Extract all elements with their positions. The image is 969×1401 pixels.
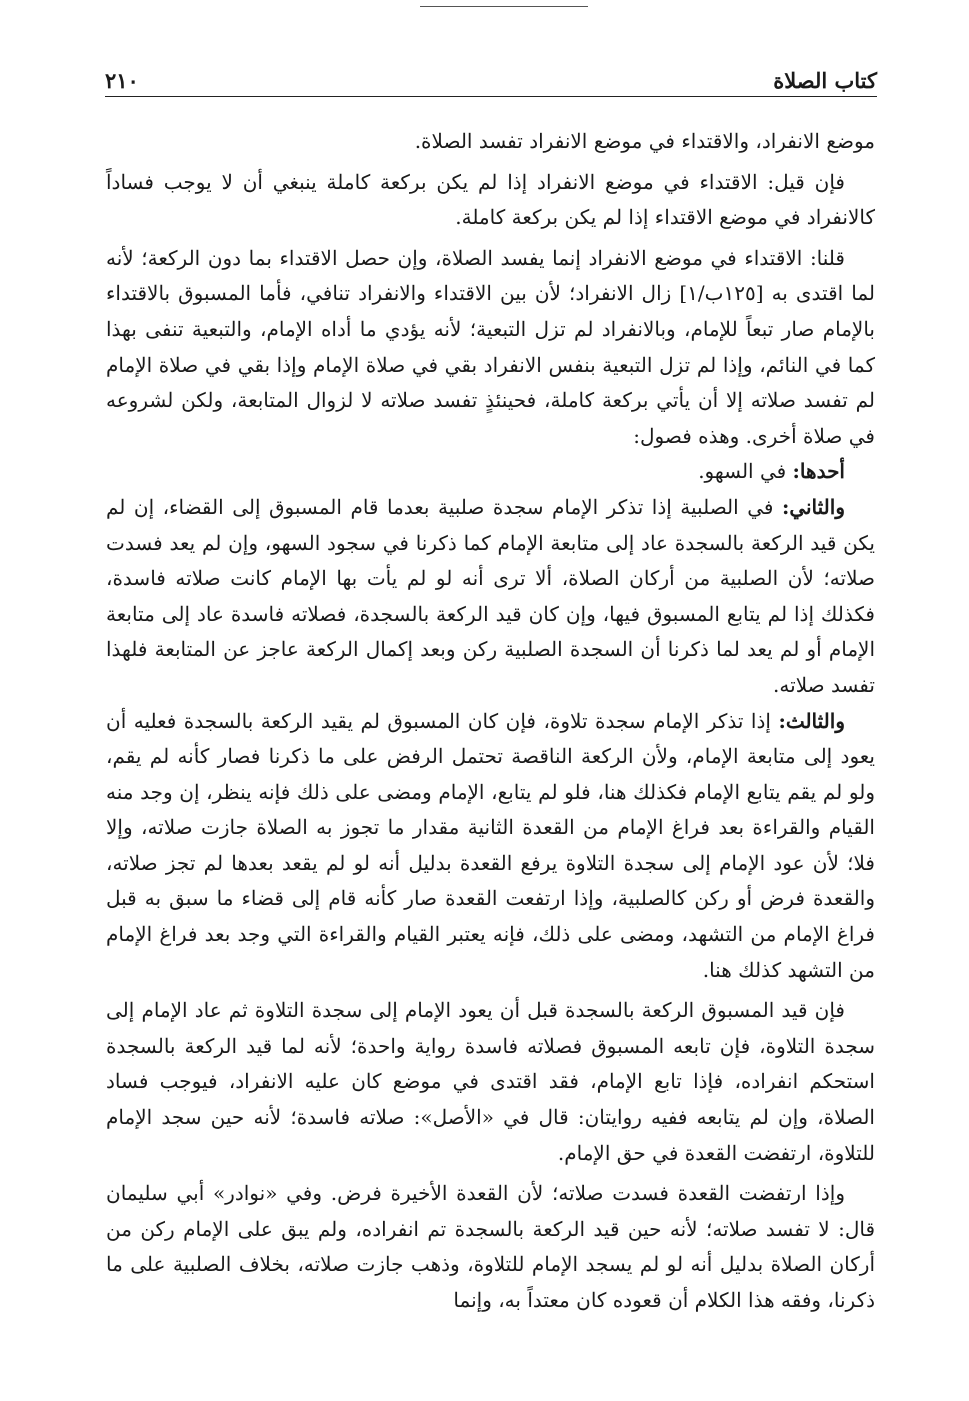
paragraph-6: والثالث: إذا تذكر الإمام سجدة تلاوة، فإن كان المسبوق لم يقيد الركعة بالسجدة فعليه أن يعود إلى متابعة الإمام، ولأن الركعة الناقصة تحتمل الرفض على ما ذكرنا فصار كأنه لم يقم، ولو لم يقم يتابع الإمام فكذلك هنا، فلو لم يتابع، الإمام ومضى على ذلك فإنه ينظر، إن وجد منه القيام والقراءة بعد فراغ الإمام من القعدة الثانية مقدار ما تجوز به الصلاة جازت صلاته، وإلا فلا؛ لأن عود الإمام إلى سجدة التلاوة يرفع القعدة بدليل أنه لو لم يقعد بعدها لم تجز صلاته، والقعدة فرض أو ركن كالصلبية، وإذا ارتفعت القعدة صار كأنه قام إلى قضاء ما سبق به قبل فراغ الإمام من التشهد، ومضى على ذلك، فإنه يعتبر القيام والقراءة التي وجد بعد فراغ الإمام من التشهد كذلك هنا. [106,708,875,982]
page-header [105,62,877,97]
book-title: كتاب الصلاة [773,67,877,93]
paragraph-7: فإن قيد المسبوق الركعة بالسجدة قبل أن يعود الإمام إلى سجدة التلاوة ثم عاد الإمام إلى سجدة التلاوة، فإن تابعه المسبوق فصلاته فاسدة رواية واحدة؛ لأنه لما قيد الركعة بالسجدة استحكم انفراده، فإذا تابع الإمام، فقد اقتدى في موضع كان عليه الانفراد، فيوجب فساد الصلاة، وإن لم يتابعه ففيه روايتان: قال في «الأصل»: صلاته فاسدة؛ لأنه حين سجد الإمام للتلاوة، ارتفضت القعدة في حق الإمام. [106,998,875,1165]
paragraph-2: فإن قيل: الاقتداء في موضع الانفراد إذا لم يكن بركعة كاملة ينبغي أن لا يوجب فساداً كالانفراد في موضع الاقتداء إذا لم يكن بركعة كاملة. [106,169,875,230]
paragraph-5: والثاني: في الصلبية إذا تذكر الإمام سجدة صلبية بعدما قام المسبوق إلى القضاء، إن لم يكن قيد الركعة بالسجدة عاد إلى متابعة الإمام كما ذكرنا في سجود السهو، وإن لم يعد فسدت صلاته؛ لأن الصلبية من أركان الصلاة، ألا ترى أنه لو لم يأت بها الإمام كانت صلاته فاسدة، فكذلك إذا لم يتابع المسبوق فيها، وإن كان قيد الركعة بالسجدة، فصلاته فاسدة عاد إلى متابعة الإمام أو لم يعد لما ذكرنا أن السجدة الصلبية ركن وبعد إكمال الركعة عاجز عن المتابعة فلهذا تفسد صلاته. [106,494,875,697]
paragraph-1: موضع الانفراد، والاقتداء في موضع الانفراد تفسد الصلاة. [414,129,875,153]
top-rule [420,6,588,7]
page-body [106,124,875,1319]
page-number: ٢١٠ [105,67,139,93]
paragraph-3: قلنا: الاقتداء في موضع الانفراد إنما يفسد الصلاة، وإن حصل الاقتداء بما دون الركعة؛ لأنه لما اقتدى به [١٢٥ب/١] زال الانفراد؛ لأن بين الاقتداء والانفراد تنافي، فأما المسبوق بالاقتداء بالإمام صار تبعاً للإمام، وبالانفراد لم تزل التبعية؛ لأنه يؤدي ما أداه الإمام، والتبعية تنفى بهذا كما في النائم، وإذا لم تزل التبعية بنفس الانفراد بقي في صلاة الإمام وإذا بقي في صلاة الإمام لم تفسد صلاته إلا أن يأتي بركعة كاملة، فحينئذٍ تفسد صلاته لا لزوال المتابعة، ولكن لشروعه في صلاة أخرى. وهذه فصول: [106,245,875,448]
paragraph-4: أحدها: في السهو. [698,459,845,484]
paragraph-8: وإذا ارتفضت القعدة فسدت صلاته؛ لأن القعدة الأخيرة فرض. وفي «نوادر» أبي سليمان قال: لا تفسد صلاته؛ لأنه حين قيد الركعة بالسجدة تم انفراده، ولم يبق على الإمام ركن من أركان الصلاة بدليل أنه لو لم يسجد الإمام للتلاوة، وذهب جازت صلاته، بخلاف الصلبية على ما ذكرنا، وفقه هذا الكلام أن قعوده كان معتداً به، وإنما [106,1181,875,1312]
